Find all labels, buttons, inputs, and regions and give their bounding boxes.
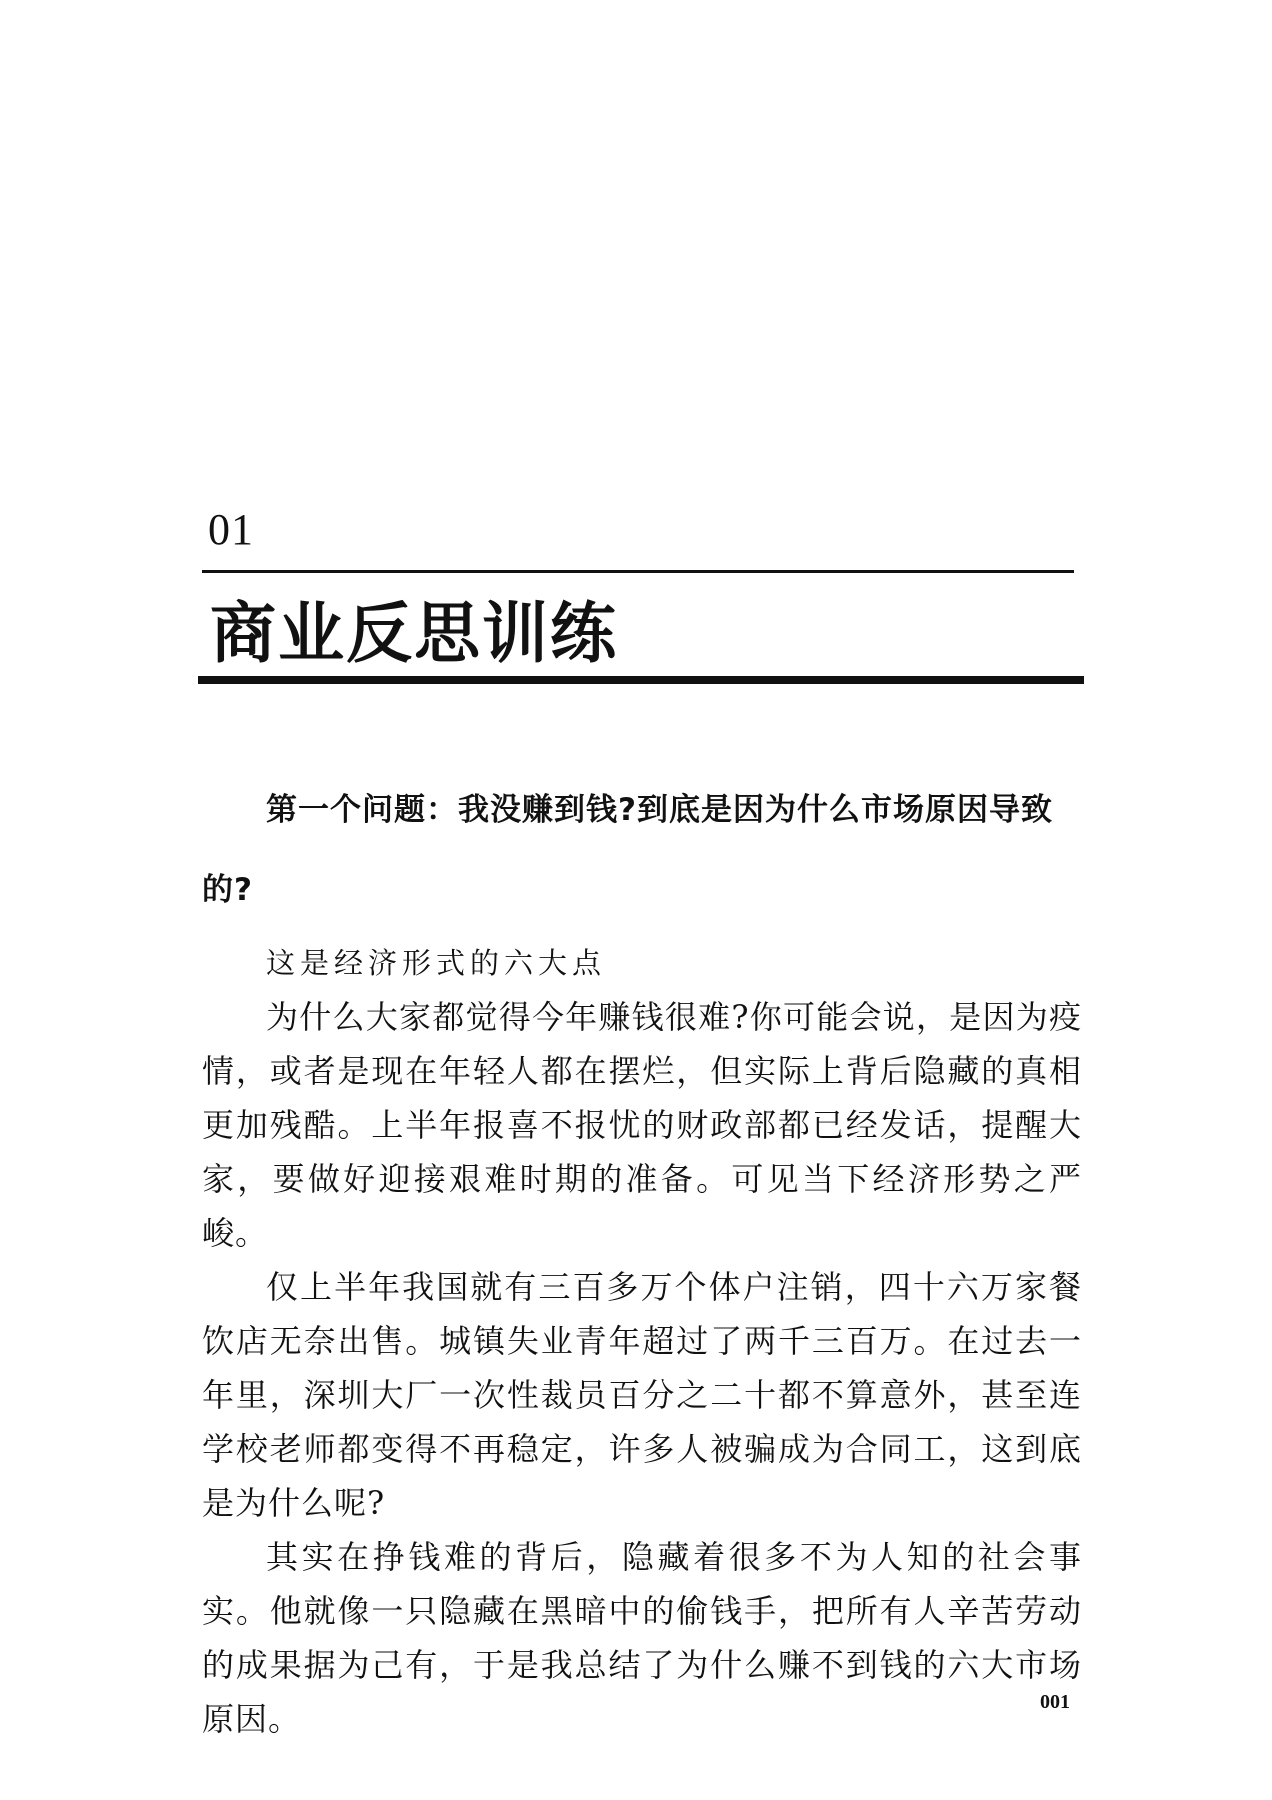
- chapter-divider-thin: [202, 570, 1074, 573]
- chapter-number: 01: [208, 505, 254, 554]
- paragraph-3: 其实在挣钱难的背后，隐藏着很多不为人知的社会事实。他就像一只隐藏在黑暗中的偷钱手，把所有人辛苦劳动的成果据为己有，于是我总结了为什么赚不到钱的六大市场原因。: [202, 1538, 1082, 1738]
- question-heading: 第一个问题：我没赚到钱?到底是因为什么市场原因导致的?: [202, 792, 1053, 908]
- page-number: 001: [1040, 1691, 1070, 1713]
- chapter-title: 商业反思训练: [210, 595, 618, 672]
- paragraph-1: 为什么大家都觉得今年赚钱很难?你可能会说，是因为疫情，或者是现在年轻人都在摆烂，但实际上背后隐藏的真相更加残酷。上半年报喜不报忧的财政部都已经发话，提醒大家，要做好迎接艰难时期的准备。可见当下经济形势之严峻。: [202, 998, 1082, 1252]
- body-text: [202, 770, 1082, 1746]
- paragraph-2: 仅上半年我国就有三百多万个体户注销，四十六万家餐饮店无奈出售。城镇失业青年超过了两千三百万。在过去一年里，深圳大厂一次性裁员百分之二十都不算意外，甚至连学校老师都变得不再稳定，许多人被骗成为合同工，这到底是为什么呢?: [202, 1268, 1082, 1522]
- section-subheading: 这是经济形式的六大点: [266, 946, 607, 980]
- chapter-divider-thick: [198, 676, 1084, 684]
